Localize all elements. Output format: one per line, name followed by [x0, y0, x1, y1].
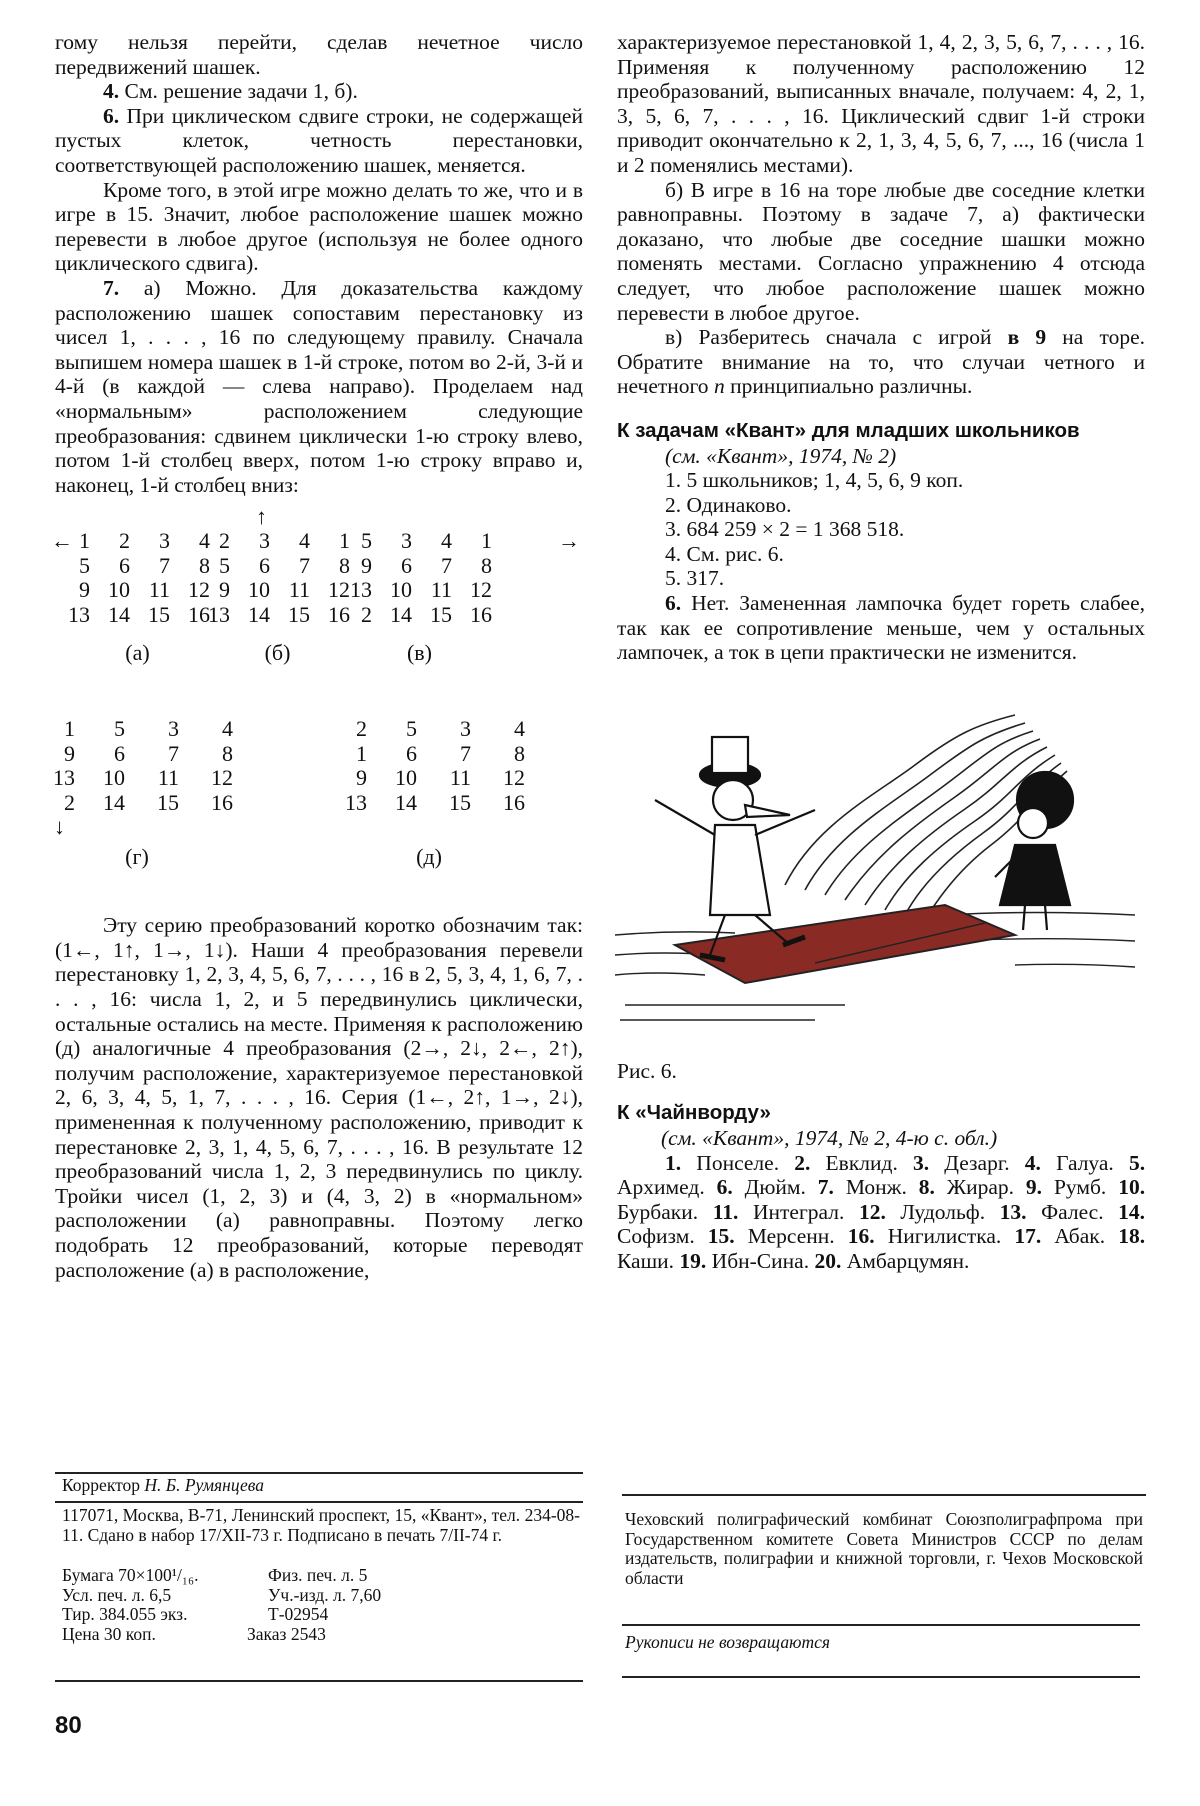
grid-row: [205, 529, 350, 554]
grid-cell: 1: [339, 528, 350, 554]
answer-number: 1.: [665, 468, 682, 493]
answer-text: Одинаково.: [686, 492, 792, 517]
answer-item: [617, 493, 1145, 518]
grid-cell: 16: [211, 789, 233, 815]
permutation-grids-top: [51, 504, 583, 703]
grid-label: (а): [125, 640, 150, 666]
chain-word: Нигилистка.: [887, 1224, 1002, 1249]
chain-number: 20.: [814, 1249, 842, 1273]
grid-cell: 1: [79, 528, 90, 554]
print-specs: [62, 1566, 580, 1644]
grid-cell: 9: [356, 765, 367, 791]
text-run: на торе. Обратите внимание на то, что случаи четного и нечетного: [617, 325, 1145, 399]
spec: Тир. 384.055 экз.: [62, 1604, 188, 1624]
divider: [55, 1680, 583, 1682]
paragraph: Кроме того, в этой игре можно делать то же, что и в игре в 15. Значит, любое расположение шашек можно перевести в любое другое (используя не более одного циклического сдвига).: [55, 177, 583, 276]
divider: [622, 1624, 1140, 1626]
chain-word: Дюйм.: [744, 1175, 806, 1200]
grid-cell: 4: [299, 528, 310, 554]
grid-row: [347, 529, 492, 554]
grid-cell: 14: [395, 789, 417, 815]
grid-cell: 7: [168, 740, 179, 766]
section-source: (см. «Квант», 1974, № 2, 4-ю с. обл.): [661, 1126, 998, 1151]
grid-cell: 2: [219, 528, 230, 554]
item-text: См. решение задачи 1, б).: [119, 79, 358, 104]
figure-illustration: [615, 705, 1145, 1035]
grid-cell: 3: [259, 528, 270, 554]
item-text: При циклическом сдвиге строки, не содержащей пустых клеток, четность перестановки, соответствующей расположению шашек, меняется.: [55, 103, 583, 177]
spec: Бумага 70×100¹/₁₆.: [62, 1565, 199, 1585]
grid-cell: 6: [401, 552, 412, 578]
grid-cell: 12: [503, 765, 525, 791]
answer-text: Нет. Замененная лампочка будет гореть слабее, так как ее сопротивление меньше, чем у остальных лампочек, а ток в цепи практически не изменится.: [617, 591, 1145, 665]
text-run: принципиально различны.: [724, 374, 973, 399]
grid-cell: 12: [188, 577, 210, 603]
answer-number: 3.: [665, 517, 682, 542]
grid-row: [65, 529, 210, 554]
grid-cell: 7: [441, 552, 452, 578]
grid-cell: 10: [390, 577, 412, 603]
grid-cell: 7: [159, 552, 170, 578]
answer-text: 5 школьников; 1, 4, 5, 6, 9 коп.: [686, 468, 964, 493]
text-run: в) Разберитесь сначала с игрой: [665, 325, 1008, 350]
chain-word: Румб.: [1053, 1175, 1107, 1200]
grid-label: (д): [416, 844, 442, 870]
section-source: (см. «Квант», 1974, № 2): [665, 443, 897, 468]
answer-item: [617, 468, 1145, 493]
grid-cell: 15: [157, 789, 179, 815]
grid-row: [333, 717, 525, 742]
grid-row: [41, 791, 233, 816]
permutation-grid: [333, 717, 525, 870]
grid-cell: 2: [361, 601, 372, 627]
grid-cell: 16: [328, 601, 350, 627]
grid-cell: 10: [108, 577, 130, 603]
spec: Цена 30 коп.: [62, 1623, 156, 1644]
chain-word: Фалес.: [1041, 1199, 1104, 1224]
chain-number: 18.: [1118, 1224, 1146, 1249]
grid-cell: 12: [470, 577, 492, 603]
grid-cell: 11: [288, 577, 310, 603]
grid-cell: 13: [68, 601, 90, 627]
grid-cell: 13: [345, 789, 367, 815]
grid-cell: 13: [208, 601, 230, 627]
spec: Т-02954: [268, 1604, 329, 1624]
chain-number: 12.: [858, 1199, 886, 1224]
grid-row: [65, 603, 210, 628]
cartoon-illustration: [615, 705, 1135, 1035]
chain-word: Ибн-Сина.: [711, 1249, 810, 1273]
grid-cell: 14: [103, 789, 125, 815]
grid-cell: 5: [79, 552, 90, 578]
grid-cell: 1: [356, 740, 367, 766]
grid-cell: 5: [406, 716, 417, 742]
grid-cell: 3: [460, 716, 471, 742]
grid-cell: 7: [460, 740, 471, 766]
grid-row: [347, 603, 492, 628]
permutation-grid: [347, 529, 492, 666]
grid-cell: 1: [64, 716, 75, 742]
grid-cell: 9: [64, 740, 75, 766]
chain-number: 15.: [707, 1224, 735, 1249]
paragraph: характеризуемое перестановкой 1, 4, 2, 3, 5, 6, 7, . . . , 16. Применяя к полученному расположению 12 преобразований, выписанных вначале, получаем: 4, 2, 1, 3, 5, 6, 7, . . . , 16. Циклический сдвиг 1-й строки приводит окончательно к 2, 1, 3, 4, 5, 6, 7, ..., 16 (числа 1 и 2 поменялись местами).: [617, 30, 1145, 177]
answer-number: 6.: [665, 591, 682, 616]
grid-cell: 8: [199, 552, 210, 578]
left-arrow: ←: [51, 528, 73, 554]
grid-cell: 13: [53, 765, 75, 791]
permutation-grid: [41, 717, 233, 870]
grid-row: [41, 742, 233, 767]
grid-label: (б): [264, 640, 291, 666]
grid-row: [41, 766, 233, 791]
grid-cell: 11: [148, 577, 170, 603]
grid-cell: 8: [222, 740, 233, 766]
grid-cell: 15: [449, 789, 471, 815]
grid-cell: 15: [430, 601, 452, 627]
paragraph: [55, 276, 583, 497]
printer-block: Чеховский полиграфический комбинат Союзполиграфпрома при Государственном комитете Совета Министров СССР по делам издательств, полиграфии и книжной торговли, г. Чехов Московской области: [625, 1509, 1143, 1588]
grid-label: (в): [406, 640, 433, 666]
chain-word: Софизм.: [617, 1224, 695, 1249]
chain-number: 16.: [847, 1224, 875, 1249]
grid-cell: 6: [259, 552, 270, 578]
chain-word: Абак.: [1054, 1224, 1106, 1249]
label: Корректор: [62, 1475, 141, 1495]
text-run: в 9: [1007, 325, 1047, 350]
down-arrow: ↓: [54, 814, 65, 840]
grid-cell: 8: [514, 740, 525, 766]
grid-cell: 12: [328, 577, 350, 603]
grid-cell: 9: [79, 577, 90, 603]
page-number: 80: [55, 1712, 82, 1739]
right-column: [617, 30, 1145, 1274]
grid-cell: 4: [514, 716, 525, 742]
chain-word: Галуа.: [1056, 1150, 1114, 1175]
grid-cell: 2: [64, 789, 75, 815]
grid-cell: 9: [361, 552, 372, 578]
address-block: 117071, Москва, В-71, Ленинский проспект, 15, «Квант», тел. 234-08-11. Сдано в набор 17/XII-73 г. Подписано в печать 7/II-74 г.: [62, 1505, 580, 1545]
spec: Усл. печ. л. 6,5: [62, 1584, 172, 1605]
answer-item: [617, 566, 1145, 591]
grid-cell: 2: [356, 716, 367, 742]
answers-list: [617, 468, 1145, 665]
spec: Заказ 2543: [247, 1623, 326, 1644]
chain-number: 7.: [817, 1175, 834, 1200]
chain-number: 14.: [1118, 1199, 1146, 1224]
divider: [55, 1472, 583, 1474]
chainword-answers: [617, 1151, 1145, 1274]
grid-cell: 8: [339, 552, 350, 578]
grid-row: [347, 554, 492, 579]
chain-number: 3.: [913, 1150, 930, 1175]
divider: [55, 1501, 583, 1503]
grid-row: [65, 578, 210, 603]
chain-word: Евклид.: [825, 1150, 898, 1175]
answer-text: 684 259 × 2 = 1 368 518.: [686, 517, 905, 542]
grid-cell: 5: [361, 528, 372, 554]
chain-word: Мерсенн.: [747, 1224, 835, 1249]
grid-cell: 9: [219, 577, 230, 603]
spec: Физ. печ. л. 5: [268, 1565, 368, 1585]
paragraph: [55, 79, 583, 104]
chain-number: 13.: [999, 1199, 1027, 1224]
grid-cell: 10: [103, 765, 125, 791]
grid-cell: 16: [470, 601, 492, 627]
grid-cell: 6: [119, 552, 130, 578]
paragraph: б) В игре в 16 на торе любые две соседние клетки равноправны. Поэтому в задаче 7, а) фактически доказано, что любые две соседние шашки можно поменять местами. Согласно упражнению 4 отсюда следует, что любое расположение шашек можно перевести в любое другое.: [617, 177, 1145, 325]
chain-word: Архимед.: [617, 1175, 705, 1200]
grid-cell: 8: [481, 552, 492, 578]
chain-number: 9.: [1025, 1175, 1043, 1200]
grid-row: [333, 766, 525, 791]
answer-number: 2.: [665, 492, 682, 517]
grid-row: [65, 554, 210, 579]
paragraph: Эту серию преобразований коротко обозначим так: (1←, 1↑, 1→, 1↓). Наши 4 преобразования перевели перестановку 1, 2, 3, 4, 5, 6, 7, . . . , 16 в 2, 5, 3, 4, 1, 6, 7, . . . , 16: числа 1, 2, и 5 передвинулись циклически, остальные остались на месте. Применяя к расположению (д) аналогичные 4 преобразования (2→, 2↓, 2←, 2↑), получим расположение, характеризуемое перестановкой 2, 6, 3, 4, 5, 1, 7, . . . , 16. Серия (1←, 2↑, 1→, 2↓), примененная к полученному расположению, приводит к перестановке 2, 3, 1, 4, 5, 6, 7, . . . , 16. В результате 12 преобразований числа 1, 2, 3 передвинулись по циклу. Тройки чисел (1, 2, 3) и (4, 3, 2) в «нормальном» расположении (а) равноправны. Поэтому легко подобрать 12 преобразований, которые переводят расположение (а) в расположение,: [55, 913, 583, 1282]
answer-item: [617, 542, 1145, 567]
grid-cell: 16: [188, 601, 210, 627]
grid-row: [41, 717, 233, 742]
permutation-grid: [65, 529, 210, 666]
chain-word: Понселе.: [696, 1150, 780, 1175]
grid-cell: 6: [114, 740, 125, 766]
grid-cell: 10: [395, 765, 417, 791]
text-run: n: [713, 374, 725, 399]
grid-cell: 10: [248, 577, 270, 603]
grid-row: [205, 578, 350, 603]
item-text: а) Можно. Для доказательства каждому расположению шашек сопоставим перестановку из чисел 1, . . . , 16 по следующему правилу. Сначала выпишем номера шашек в 1-й строке, потом во 2-й, 3-й и 4-й (в каждой — слева направо). Проделаем над «нормальным» расположением следующие преобразования: сдвинем циклически 1-ю строку влево, потом 1-й столбец вверх, потом 1-ю строку вправо и, наконец, 1-й столбец вниз:: [55, 275, 583, 497]
chain-number: 17.: [1014, 1224, 1042, 1249]
chain-word: Амбарцумян.: [846, 1249, 970, 1273]
grid-cell: 4: [222, 716, 233, 742]
grid-row: [333, 791, 525, 816]
grid-cell: 5: [114, 716, 125, 742]
permutation-grids-bottom: [55, 717, 583, 913]
grid-cell: 15: [148, 601, 170, 627]
grid-cell: 4: [441, 528, 452, 554]
answer-number: 4.: [665, 541, 682, 566]
figure-caption: Рис. 6.: [617, 1058, 677, 1083]
grid-cell: 14: [390, 601, 412, 627]
permutation-grid: [205, 529, 350, 666]
grid-cell: 5: [219, 552, 230, 578]
grid-row: [205, 554, 350, 579]
chain-number: 6.: [716, 1175, 733, 1200]
grid-row: [347, 578, 492, 603]
divider: [622, 1494, 1146, 1496]
grid-row: [205, 603, 350, 628]
divider: [622, 1676, 1140, 1678]
grid-cell: 7: [299, 552, 310, 578]
name: Н. Б. Румянцева: [144, 1475, 265, 1495]
chain-number: 2.: [794, 1150, 811, 1175]
grid-row: [333, 742, 525, 767]
chain-word: Лудольф.: [900, 1199, 986, 1224]
left-column: [51, 30, 583, 1282]
grid-cell: 11: [430, 577, 452, 603]
grid-cell: 14: [248, 601, 270, 627]
chain-number: 1.: [665, 1150, 682, 1175]
grid-cell: 11: [449, 765, 471, 791]
chain-word: Интеграл.: [752, 1199, 845, 1224]
chain-word: Дезарг.: [944, 1150, 1010, 1175]
chain-word: Каши.: [617, 1249, 675, 1273]
item-number: 7.: [103, 275, 120, 300]
grid-cell: 3: [401, 528, 412, 554]
corrector-line: [62, 1476, 264, 1496]
answer-item: [617, 517, 1145, 542]
grid-label: (г): [125, 844, 149, 870]
grid-cell: 13: [350, 577, 372, 603]
chain-number: 11.: [712, 1199, 739, 1224]
up-arrow: ↑: [256, 504, 267, 530]
chain-number: 5.: [1128, 1150, 1146, 1175]
right-arrow: →: [558, 528, 580, 554]
grid-cell: 16: [503, 789, 525, 815]
answer-item: [617, 591, 1145, 665]
grid-cell: 12: [211, 765, 233, 791]
paragraph: [55, 104, 583, 178]
paragraph: гому нельзя перейти, сделав нечетное число передвижений шашек.: [55, 30, 583, 79]
chain-word: Жирар.: [946, 1175, 1015, 1200]
chain-number: 4.: [1024, 1150, 1041, 1175]
answer-text: См. рис. 6.: [686, 541, 784, 566]
spec: Уч.-изд. л. 7,60: [268, 1584, 382, 1605]
grid-cell: 1: [481, 528, 492, 554]
grid-cell: 15: [288, 601, 310, 627]
paragraph: [617, 325, 1145, 399]
grid-cell: 4: [199, 528, 210, 554]
grid-cell: 3: [159, 528, 170, 554]
grid-cell: 14: [108, 601, 130, 627]
answer-text: 317.: [686, 566, 725, 591]
manuscripts-note: Рукописи не возвращаются: [625, 1632, 831, 1652]
section-heading: К «Чайнворду»: [617, 1101, 771, 1125]
answer-number: 5.: [665, 566, 682, 591]
item-number: 4.: [103, 79, 120, 104]
grid-cell: 6: [406, 740, 417, 766]
item-number: 6.: [103, 103, 120, 128]
chain-number: 19.: [679, 1249, 707, 1273]
grid-cell: 2: [119, 528, 130, 554]
chain-number: 10.: [1118, 1175, 1146, 1200]
grid-cell: 3: [168, 716, 179, 742]
chain-word: Бурбаки.: [617, 1199, 699, 1224]
grid-cell: 11: [157, 765, 179, 791]
chain-word: Монж.: [845, 1175, 907, 1200]
section-heading: К задачам «Квант» для младших школьников: [617, 418, 1080, 442]
chain-number: 8.: [918, 1175, 935, 1200]
